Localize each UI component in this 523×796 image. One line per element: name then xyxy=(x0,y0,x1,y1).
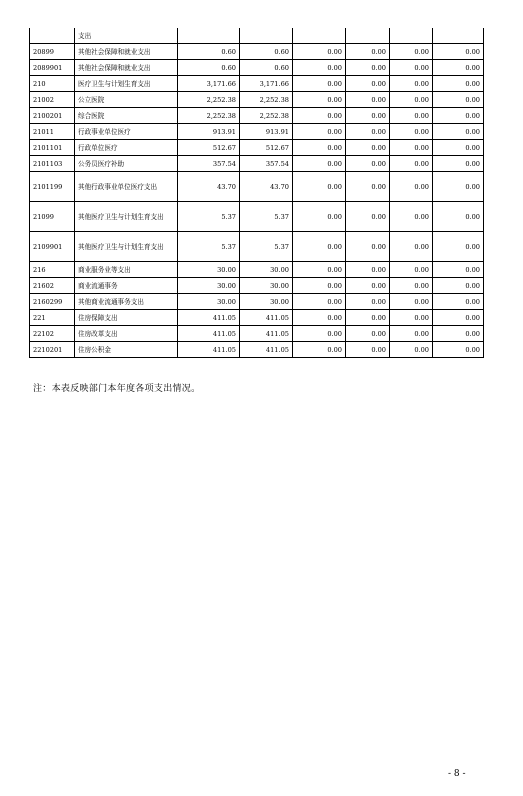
row-value: 43.70 xyxy=(240,172,293,202)
row-code: 2210201 xyxy=(30,342,75,358)
table-row xyxy=(30,342,484,358)
row-value: 0.00 xyxy=(433,310,484,326)
row-value: 0.00 xyxy=(346,294,390,310)
row-value: 0.00 xyxy=(346,310,390,326)
row-value: 0.00 xyxy=(433,172,484,202)
row-name: 其他社会保障和就业支出 xyxy=(75,44,178,60)
row-value: 0.00 xyxy=(390,342,433,358)
table-row xyxy=(30,326,484,342)
row-value xyxy=(178,28,240,44)
page-number: - 8 - xyxy=(448,769,466,779)
row-value: 0.00 xyxy=(433,124,484,140)
table-row xyxy=(30,232,484,262)
row-value: 913.91 xyxy=(240,124,293,140)
row-value: 0.00 xyxy=(293,310,346,326)
row-value: 0.00 xyxy=(433,294,484,310)
row-value: 2,252.38 xyxy=(178,92,240,108)
table-row xyxy=(30,172,484,202)
row-name: 其他行政事业单位医疗支出 xyxy=(75,172,178,202)
row-value: 0.00 xyxy=(293,108,346,124)
row-value: 512.67 xyxy=(178,140,240,156)
row-value: 0.00 xyxy=(293,202,346,232)
row-code: 210 xyxy=(30,76,75,92)
row-value: 0.00 xyxy=(390,140,433,156)
row-value: 0.00 xyxy=(390,156,433,172)
row-value: 0.00 xyxy=(293,44,346,60)
row-value: 0.00 xyxy=(433,232,484,262)
row-value: 0.00 xyxy=(433,262,484,278)
row-value: 0.00 xyxy=(433,140,484,156)
row-value: 0.00 xyxy=(433,60,484,76)
row-name: 其他社会保障和就业支出 xyxy=(75,60,178,76)
row-value: 30.00 xyxy=(178,278,240,294)
row-value: 30.00 xyxy=(240,278,293,294)
row-value: 0.00 xyxy=(293,278,346,294)
row-code: 216 xyxy=(30,262,75,278)
row-value: 2,252.38 xyxy=(240,92,293,108)
row-code: 221 xyxy=(30,310,75,326)
row-value: 411.05 xyxy=(178,326,240,342)
table-row xyxy=(30,278,484,294)
row-code: 21602 xyxy=(30,278,75,294)
row-value: 0.00 xyxy=(346,124,390,140)
row-value: 0.00 xyxy=(390,326,433,342)
row-code: 21002 xyxy=(30,92,75,108)
row-value: 0.00 xyxy=(390,232,433,262)
row-value: 0.00 xyxy=(293,60,346,76)
table-row xyxy=(30,140,484,156)
row-value: 0.60 xyxy=(240,60,293,76)
row-value: 357.54 xyxy=(240,156,293,172)
row-value: 0.00 xyxy=(346,172,390,202)
row-value: 411.05 xyxy=(240,310,293,326)
row-name: 公立医院 xyxy=(75,92,178,108)
row-value: 0.00 xyxy=(390,172,433,202)
table-row xyxy=(30,310,484,326)
row-value: 5.37 xyxy=(178,232,240,262)
row-value: 0.00 xyxy=(433,44,484,60)
table-row xyxy=(30,92,484,108)
row-value: 0.00 xyxy=(293,140,346,156)
row-name: 公务员医疗补助 xyxy=(75,156,178,172)
row-value: 0.00 xyxy=(293,92,346,108)
row-value: 0.00 xyxy=(433,202,484,232)
row-value: 0.00 xyxy=(390,294,433,310)
row-value: 0.00 xyxy=(390,76,433,92)
row-name: 住房改革支出 xyxy=(75,326,178,342)
row-value: 0.00 xyxy=(390,310,433,326)
row-name: 商业流通事务 xyxy=(75,278,178,294)
row-name: 其他医疗卫生与计划生育支出 xyxy=(75,202,178,232)
row-value: 357.54 xyxy=(178,156,240,172)
row-value: 411.05 xyxy=(240,342,293,358)
row-value: 0.00 xyxy=(293,294,346,310)
table-row xyxy=(30,108,484,124)
table-row xyxy=(30,294,484,310)
row-value: 0.00 xyxy=(433,92,484,108)
row-value: 0.00 xyxy=(293,326,346,342)
row-code: 2100201 xyxy=(30,108,75,124)
row-value xyxy=(390,28,433,44)
table-row xyxy=(30,44,484,60)
row-value: 2,252.38 xyxy=(178,108,240,124)
row-value: 411.05 xyxy=(178,310,240,326)
row-value: 0.00 xyxy=(346,108,390,124)
row-value xyxy=(433,28,484,44)
row-name: 支出 xyxy=(75,28,178,44)
row-value: 0.60 xyxy=(178,60,240,76)
row-name: 综合医院 xyxy=(75,108,178,124)
table-row xyxy=(30,202,484,232)
row-value: 0.60 xyxy=(178,44,240,60)
row-code: 2101103 xyxy=(30,156,75,172)
row-value: 913.91 xyxy=(178,124,240,140)
row-value: 0.60 xyxy=(240,44,293,60)
table-row xyxy=(30,124,484,140)
row-value: 0.00 xyxy=(346,202,390,232)
table-row xyxy=(30,60,484,76)
row-value: 411.05 xyxy=(240,326,293,342)
row-value: 0.00 xyxy=(293,172,346,202)
row-name: 其他商业流通事务支出 xyxy=(75,294,178,310)
row-value: 0.00 xyxy=(346,60,390,76)
row-value: 0.00 xyxy=(433,342,484,358)
table-note: 注：本表反映部门本年度各项支出情况。 xyxy=(33,384,201,394)
row-value: 0.00 xyxy=(293,342,346,358)
row-value: 0.00 xyxy=(390,92,433,108)
row-value: 30.00 xyxy=(178,262,240,278)
row-value xyxy=(240,28,293,44)
row-name: 医疗卫生与计划生育支出 xyxy=(75,76,178,92)
row-code: 2109901 xyxy=(30,232,75,262)
row-value: 0.00 xyxy=(346,156,390,172)
row-value: 0.00 xyxy=(390,262,433,278)
row-value: 0.00 xyxy=(390,44,433,60)
row-code: 21099 xyxy=(30,202,75,232)
row-value: 512.67 xyxy=(240,140,293,156)
row-name: 行政事业单位医疗 xyxy=(75,124,178,140)
row-value: 0.00 xyxy=(346,326,390,342)
row-value: 0.00 xyxy=(346,342,390,358)
row-value: 0.00 xyxy=(293,76,346,92)
row-value xyxy=(293,28,346,44)
row-value: 0.00 xyxy=(346,92,390,108)
table-row xyxy=(30,262,484,278)
row-value: 5.37 xyxy=(178,202,240,232)
row-value: 0.00 xyxy=(293,262,346,278)
table-row xyxy=(30,76,484,92)
row-value: 0.00 xyxy=(390,108,433,124)
row-value: 411.05 xyxy=(178,342,240,358)
row-name: 其他医疗卫生与计划生育支出 xyxy=(75,232,178,262)
row-value: 5.37 xyxy=(240,232,293,262)
row-value: 0.00 xyxy=(346,262,390,278)
row-code: 2089901 xyxy=(30,60,75,76)
row-value xyxy=(346,28,390,44)
row-code xyxy=(30,28,75,44)
row-value: 0.00 xyxy=(293,124,346,140)
row-value: 0.00 xyxy=(346,140,390,156)
row-code: 2101199 xyxy=(30,172,75,202)
row-value: 0.00 xyxy=(346,44,390,60)
row-value: 2,252.38 xyxy=(240,108,293,124)
row-value: 30.00 xyxy=(178,294,240,310)
row-name: 行政单位医疗 xyxy=(75,140,178,156)
row-name: 商业服务业等支出 xyxy=(75,262,178,278)
row-value: 43.70 xyxy=(178,172,240,202)
row-value: 30.00 xyxy=(240,294,293,310)
row-value: 0.00 xyxy=(390,202,433,232)
row-value: 0.00 xyxy=(346,232,390,262)
row-code: 20899 xyxy=(30,44,75,60)
row-code: 21011 xyxy=(30,124,75,140)
row-value: 0.00 xyxy=(390,60,433,76)
table-row xyxy=(30,156,484,172)
row-code: 2160299 xyxy=(30,294,75,310)
row-name: 住房保障支出 xyxy=(75,310,178,326)
row-value: 0.00 xyxy=(390,124,433,140)
expense-table xyxy=(29,28,484,358)
row-name: 住房公积金 xyxy=(75,342,178,358)
row-value: 0.00 xyxy=(433,108,484,124)
row-value: 30.00 xyxy=(240,262,293,278)
row-value: 0.00 xyxy=(433,278,484,294)
row-code: 22102 xyxy=(30,326,75,342)
row-value: 0.00 xyxy=(346,278,390,294)
row-value: 0.00 xyxy=(433,76,484,92)
row-value: 0.00 xyxy=(293,156,346,172)
row-value: 0.00 xyxy=(433,156,484,172)
row-value: 3,171.66 xyxy=(178,76,240,92)
row-value: 0.00 xyxy=(346,76,390,92)
row-value: 3,171.66 xyxy=(240,76,293,92)
row-value: 0.00 xyxy=(293,232,346,262)
row-value: 5.37 xyxy=(240,202,293,232)
row-value: 0.00 xyxy=(433,326,484,342)
table-row xyxy=(30,28,484,44)
row-value: 0.00 xyxy=(390,278,433,294)
row-code: 2101101 xyxy=(30,140,75,156)
